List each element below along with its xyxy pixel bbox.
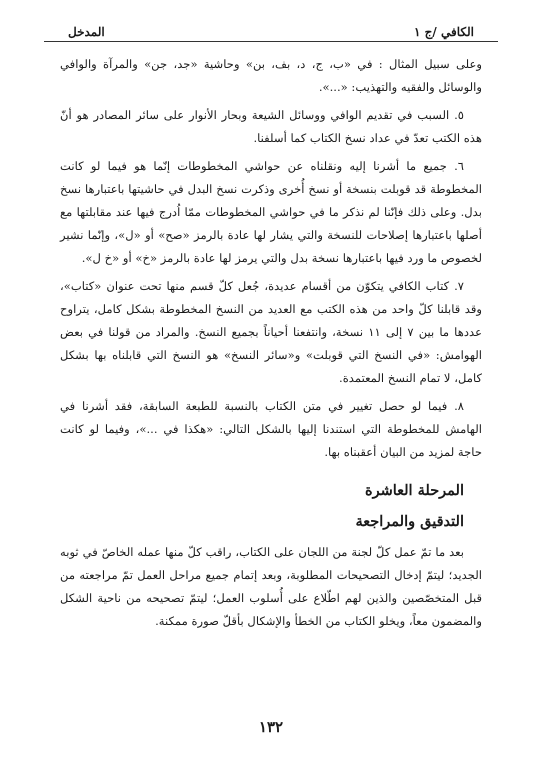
body-text [60, 53, 482, 638]
stage-heading: المرحلة العاشرة [364, 482, 464, 499]
page-number: ١٣٢ [258, 718, 284, 736]
running-head-book-title: الكافي /ج ١ [414, 25, 474, 39]
paragraph-example-sigla: وعلى سبيل المثال : في «ب، ج، د، بف، بن» وحاشية «جد، جن» والمرآة والوافي والوسائل والفقيه والتهذيب: «...». [60, 57, 482, 94]
paragraph-item-6: ٦. جميع ما أشرنا إليه ونقلناه عن حواشي المخطوطات إنّما هو فيما لو كانت المخطوطة قد قوبلت بنسخة أو نسخ أُخرى وذكرت نسخ البدل في حاشيتها باعتبارها نسخ بدل. وعلى ذلك فإنّنا لم نذكر ما في حواشي المخطوطات ممّا اُدرج فيها عند مقابلتها مع أصلها باعتبارها إصلاحات للنسخة والتي يشار لها عادة بالرمز «صح» أو «ل»، وإنّما نشير لخصوص ما ورد فيها باعتبارها نسخة بدل والتي يرمز لها عادة بالرمز «خ» أو «خ ل». [60, 159, 482, 265]
paragraph-item-7: ٧. كتاب الكافي يتكوّن من أقسام عديدة، جُعل كلّ قسم منها تحت عنوان «كتاب»، وقد قابلنا كلّ واحد من هذه الكتب مع العديد من النسخ المخطوطة بشكل كامل، يتراوح عددها ما بين ٧ إلى ١١ نسخة، وانتفعنا أحياناً بجميع النسخ. والمراد من قولنا في بعض الهوامش: «في النسخ التي قوبلت» و«سائر النسخ» هو النسخ التي قابلناه بها بشكل كامل، لا تمام النسخ المعتمدة. [60, 279, 482, 385]
paragraph-review: بعد ما تمّ عمل كلّ لجنة من اللجان على الكتاب، راقب كلّ منها عمله الخاصّ في ثوبه الجديد؛ ليتمّ إدخال التصحيحات المطلوبة، وبعد إتمام جميع مراحل العمل تمّ مراجعته من قبل المتخصّصين والذين لهم اطّلاع على أُسلوب العمل؛ ليتمّ تصحيحه من ناحية الشكل والمضمون معاً، ويخلو الكتاب من الخطأ والإشكال بأقلّ صورة ممكنة. [60, 545, 482, 628]
running-head-section-title: المدخل [68, 25, 105, 39]
paragraph-item-8: ٨. فيما لو حصل تغيير في متن الكتاب بالنسبة للطبعة السابقة، فقد أشرنا في الهامش للمخطوطة التي استندنا إليها بالشكل التالي: «هكذا في ...»، وفيما لو كانت حاجة لمزيد من البيان أعقبناه بها. [60, 399, 482, 459]
section-title: التدقيق والمراجعة [355, 513, 464, 530]
running-head [68, 20, 474, 40]
paragraph-item-5: ٥. السبب في تقديم الوافي ووسائل الشيعة وبحار الأنوار على سائر المصادر هو أنّ هذه الكتب تعدّ في عداد نسخ الكتاب كما أسلفنا. [60, 108, 482, 145]
header-rule [44, 41, 498, 42]
